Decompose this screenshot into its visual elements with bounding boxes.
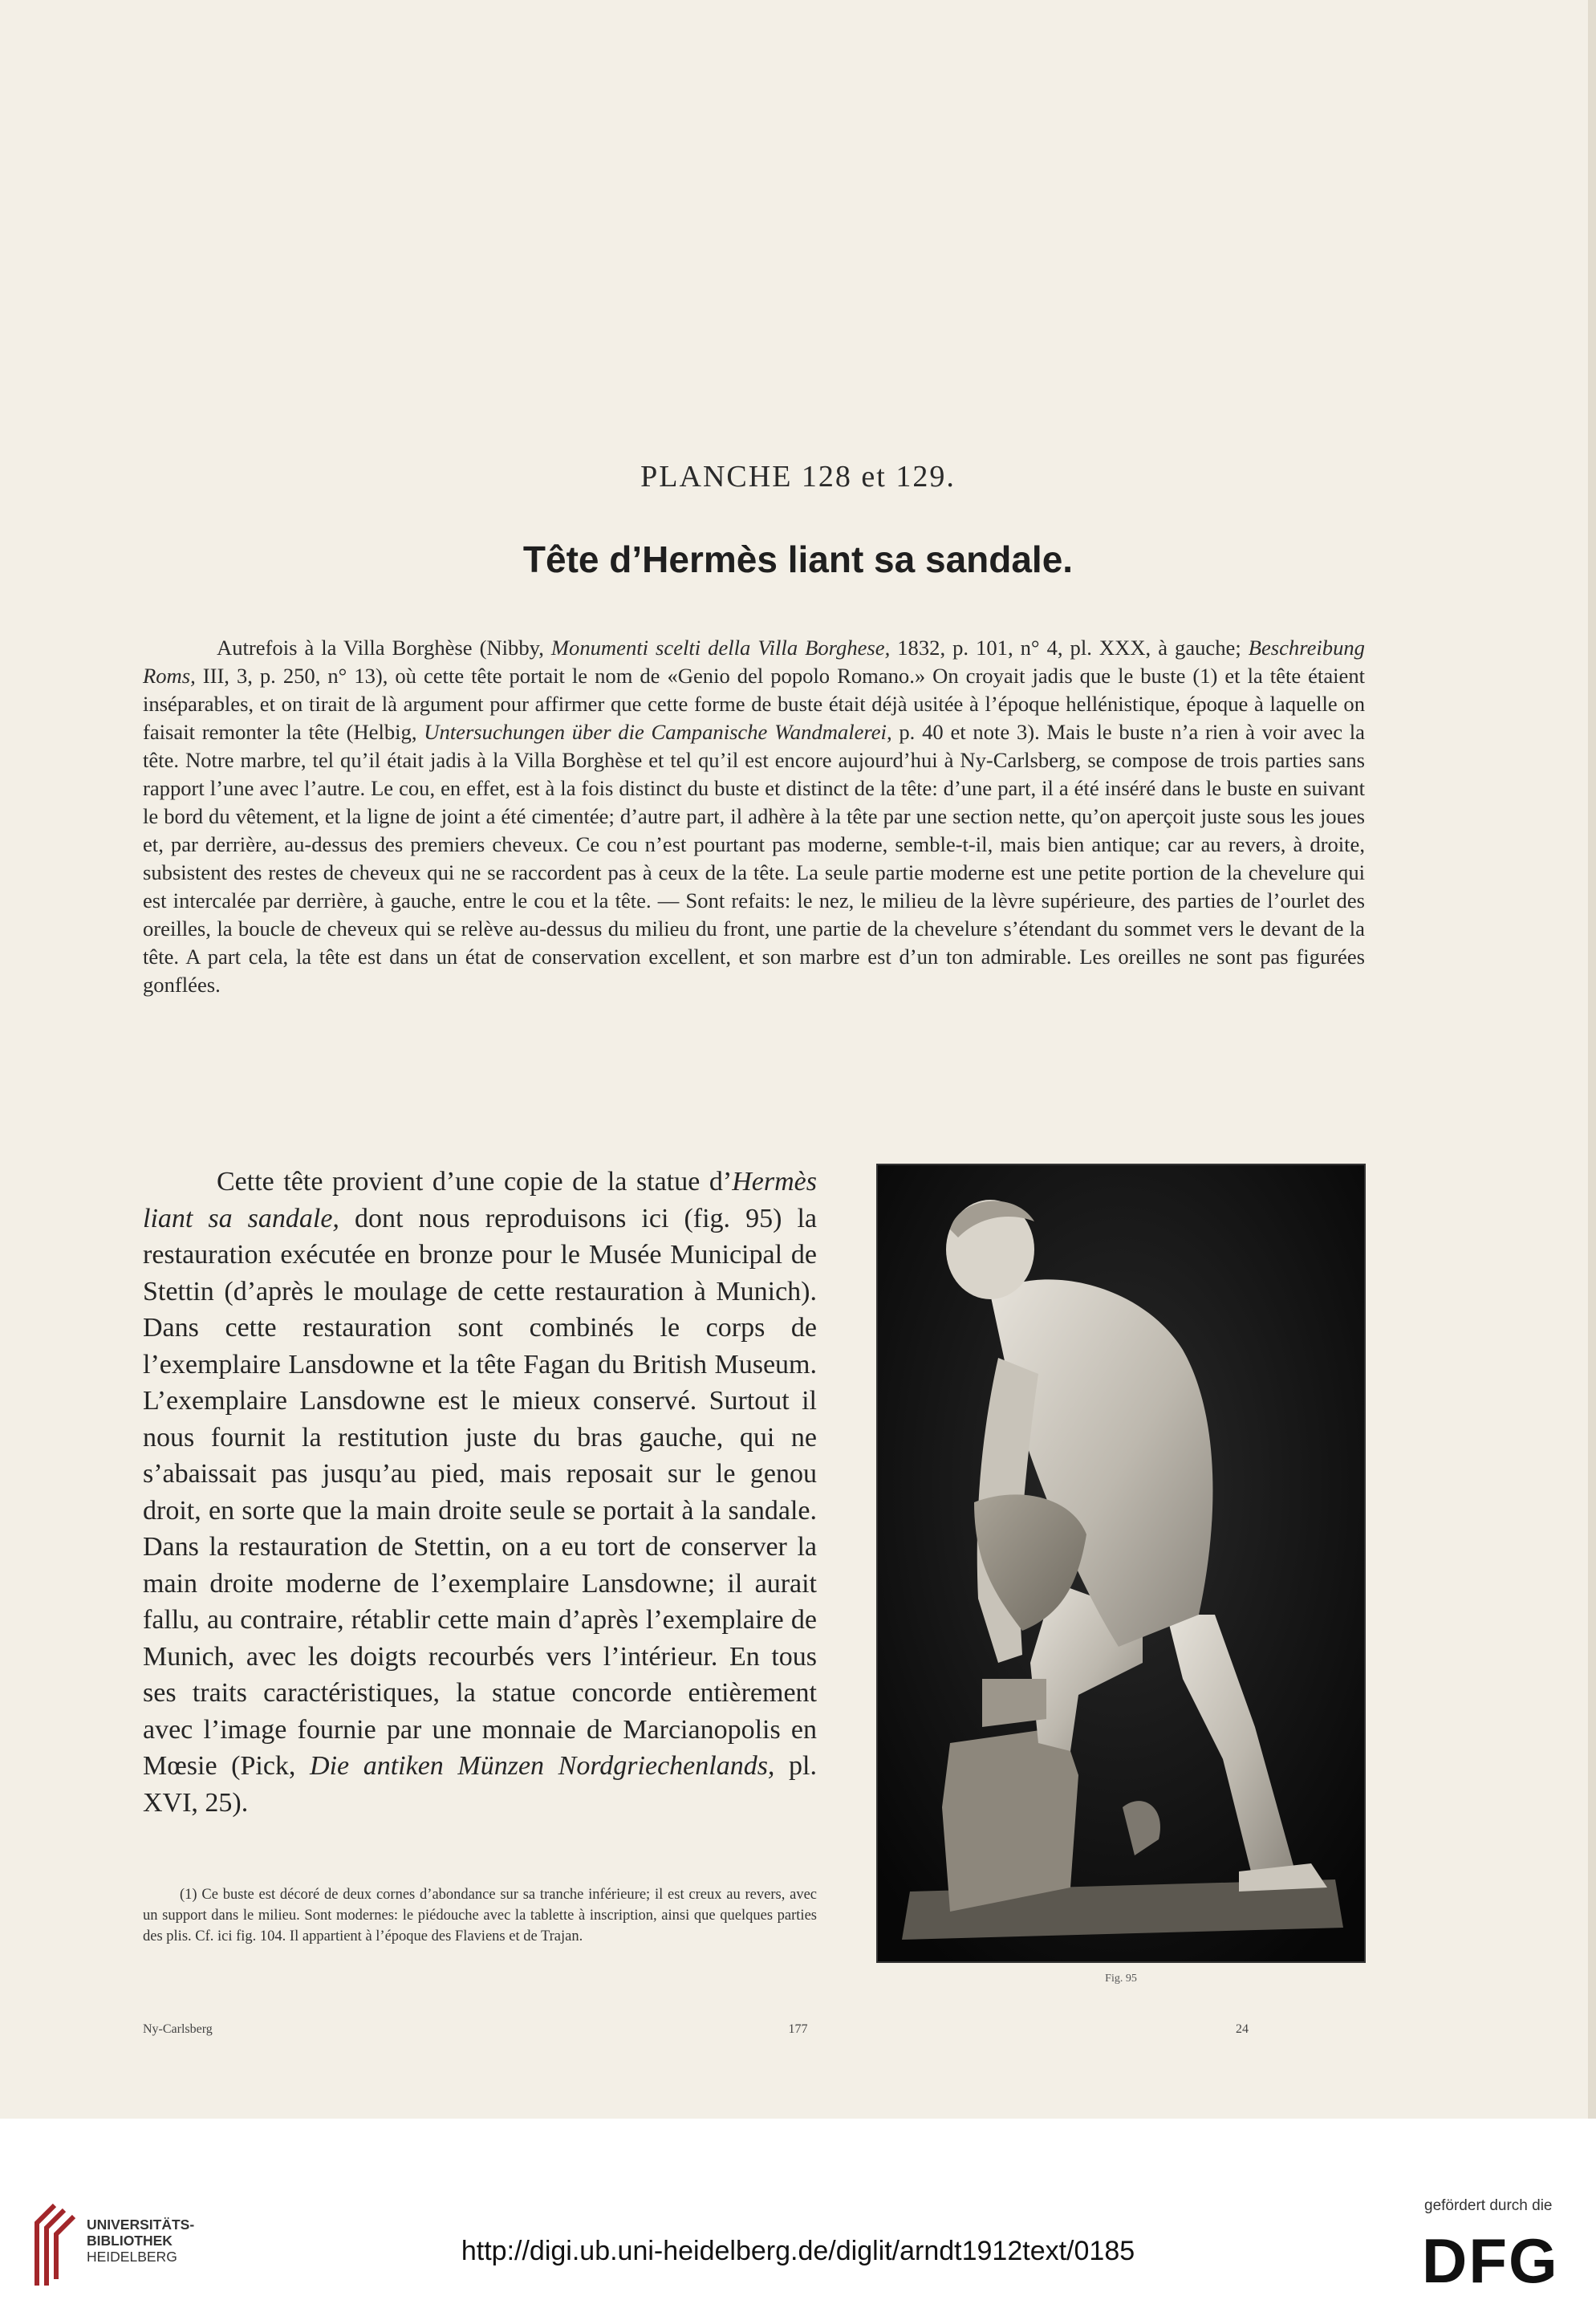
funding-note: gefördert durch die <box>1424 2197 1553 2214</box>
footer-publisher: Ny-Carlsberg <box>143 2022 213 2036</box>
paragraph-2: Cette tête provient d’une copie de la statue d’Hermès liant sa sandale, dont nous reproduisons ici (fig. 95) la restauration exécutée en bronze pour le Musée Municipal de Stettin (d’après le moulage de cette restauration à Munich). Dans cette restauration sont combinés le corps de l’exemplaire Lansdowne et la tête Fagan du British Museum. L’exemplaire Lansdowne est le mieux conservé. Surtout il nous fournit la restitution juste du bras gauche, qui ne s’abaissait pas jusqu’au pied, mais reposait sur le genou droit, en sorte que la main droite seule se portait à la sandale. Dans la restauration de Stettin, on a eu tort de conserver la main droite moderne de l’exemplaire Lansdowne; il aurait fallu, au contraire, rétablir cette main d’après l’exemplaire de Munich, avec les doigts recourbés vers l’intérieur. En tous ses traits caractéristiques, la statue concorde entièrement avec l’image fournie par une monnaie de Marcianopolis en Mœsie (Pick, Die antiken Münzen Nordgriechenlands, pl. XVI, 25). <box>143 1167 817 1818</box>
paragraph-1: Autrefois à la Villa Borghèse (Nibby, Monumenti scelti della Villa Borghese, 1832, p. 101, n° 4, pl. XXX, à gauche; Beschreibung Roms, III, 3, p. 250, n° 13), où cette tête portait le nom de «Genio del popolo Romano.» On croyait jadis que le buste (1) et la tête étaient inséparables, et on tirait de là argument pour affirmer que cette forme de buste était déjà usitée à l’époque hellénistique, époque à laquelle on faisait remonter la tête (Helbig, Untersuchungen über die Campanische Wandmalerei, p. 40 et note 3). Mais le buste n’a rien à voir avec la tête. Notre marbre, tel qu’il était jadis à la Villa Borghèse et tel qu’il est encore aujourd’hui à Ny-Carlsberg, se compose de trois parties sans rapport l’une avec l’autre. Le cou, en effet, est à la fois distinct du buste et distinct de la tête: d’une part, il a été inséré dans le buste en suivant le bord du vêtement, et la ligne de joint a été cimentée; d’autre part, il adhère à la tête par une section nette, qu’on aperçoit juste sous les joues et, par derrière, au-dessus des premiers cheveux. Ce cou n’est pourtant pas moderne, semble-t-il, mais bien antique; car au revers, à droite, subsistent des restes de cheveux qui ne se raccordent pas à ceux de la tête. La seule partie moderne est une petite portion de la chevelure qui est intercalée par derrière, à gauche, entre le cou et la tête. — Sont refaits: le nez, le milieu de la lèvre supérieure, des parties de l’ourlet des oreilles, la boucle de cheveux qui se relève au-dessus du milieu du front, une partie de la chevelure s’étendant du sommet vers le devant de la tête. A part cela, la tête est dans un état de conservation excellent, et son marbre est d’un ton admirable. Les oreilles ne sont pas figurées gonflées. <box>143 636 1365 997</box>
statue-photograph <box>876 1164 1366 1963</box>
article-title: Tête d’Hermès liant sa sandale. <box>522 538 1074 580</box>
library-name: UNIVERSITÄTS- BIBLIOTHEK HEIDELBERG <box>87 2217 195 2265</box>
figure-caption: Fig. 95 <box>1105 1973 1137 1985</box>
digitization-banner <box>0 2119 1596 2304</box>
page-edge <box>1588 0 1596 2119</box>
hermes-statue-image <box>878 1165 1364 1961</box>
source-url-link[interactable]: http://digi.ub.uni-heidelberg.de/diglit/arndt1912text/0185 <box>461 2236 1135 2266</box>
page-number: 177 <box>788 2022 808 2036</box>
signature-number: 24 <box>1236 2022 1249 2036</box>
plate-heading: PLANCHE 128 et 129. <box>640 460 956 494</box>
dfg-logo: DFG <box>1422 2225 1559 2296</box>
footnote: (1) Ce buste est décoré de deux cornes d’abondance sur sa tranche inférieure; il est creux au revers, avec un support dans le milieu. Sont modernes: le piédouche avec la tablette à inscription, ainsi que quelques parties des plis. Cf. ici fig. 104. Il appartient à l’époque des Flaviens et de Trajan. <box>143 1887 817 1944</box>
